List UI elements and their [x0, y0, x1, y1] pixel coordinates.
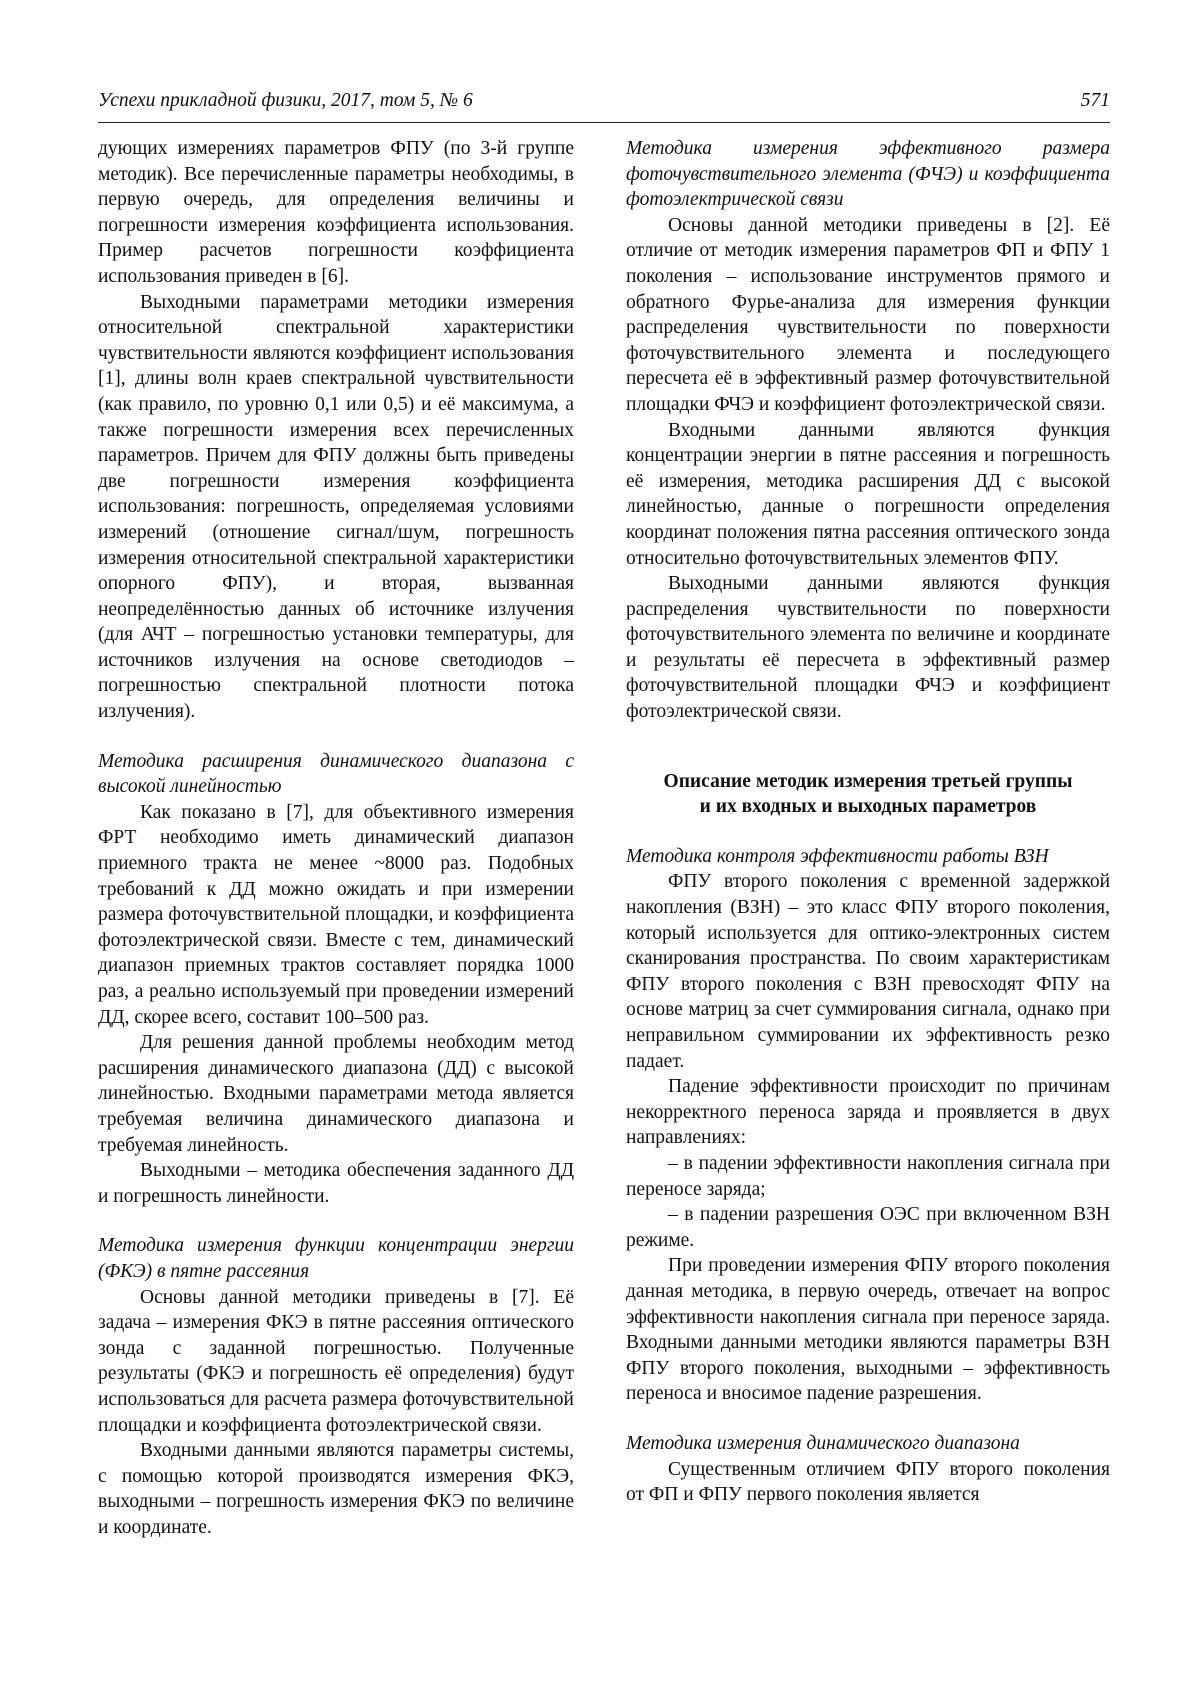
- paragraph: Выходными данными являются функция распределения чувствительности по поверхности фоточувствительного элемента по величине и координате и результаты её пересчета в эффективный размер фоточувствительной площадки ФЧЭ и коэффициент фотоэлектрической связи.: [626, 573, 1110, 723]
- subsection-heading: Методика измерения эффективного размера фоточувствительного элемента (ФЧЭ) и коэффициента фотоэлектрической связи: [626, 138, 1110, 211]
- section-title-line: и их входных и выходных параметров: [699, 796, 1037, 818]
- subsection-heading: Методика расширения динамического диапазона с высокой линейностью: [98, 750, 574, 798]
- journal-citation: Успехи прикладной физики, 2017, том 5, № 6: [98, 90, 473, 111]
- subsection-heading: Методика контроля эффективности работы ВЗН: [626, 845, 1049, 867]
- section-title-line: Описание методик измерения третьей группы: [663, 770, 1073, 792]
- paragraph: При проведении измерения ФПУ второго поколения данная методика, в первую очередь, отвечает на вопрос эффективности накопления сигнала при переносе заряда. Входными данными методики являются параметры ВЗН ФПУ второго поколения, выходными – эффективность переноса и вносимое падение разрешения.: [626, 1255, 1110, 1405]
- paragraph: Существенным отличием ФПУ второго поколения от ФП и ФПУ первого поколения является: [626, 1458, 1110, 1506]
- paragraph: Входными данными являются параметры системы, с помощью которой производятся измерения ФКЭ, выходными – погрешность измерения ФКЭ по величине и координате.: [98, 1440, 574, 1538]
- paragraph: Выходными – методика обеспечения заданного ДД и погрешность линейности.: [98, 1160, 574, 1207]
- paragraph: Как показано в [7], для объективного измерения ФРТ необходимо иметь динамический диапазон приемного тракта не менее ~8000 раз. Подобных требований к ДД можно ожидать и при измерении размера фоточувствительной площадки, и коэффициента фотоэлектрической связи. Вместе с тем, динамический диапазон приемных трактов составляет порядка 1000 раз, а реально используемый при проведении измерений ДД, скорее всего, составит 100–500 раз.: [98, 801, 574, 1028]
- paragraph: Входными данными являются функция концентрации энергии в пятне рассеяния и погрешность её измерения, методика расширения ДД с высокой линейностью, данные о погрешности определения координат положения пятна рассеяния оптического зонда относительно фоточувствительных элементов ФПУ.: [626, 419, 1110, 569]
- list-item: – в падении эффективности накопления сигнала при переносе заряда;: [626, 1152, 1110, 1200]
- paragraph: Для решения данной проблемы необходим метод расширения динамического диапазона (ДД) с высокой линейностью. Входными параметрами метода является требуемая величина динамического диапазона и требуемая линейность.: [98, 1032, 574, 1156]
- paragraph: Основы данной методики приведены в [7]. Её задача – измерения ФКЭ в пятне рассеяния оптического зонда с заданной погрешностью. Полученные результаты (ФКЭ и погрешность её определения) будут использоваться для расчета размера фоточувствительной площадки и коэффициента фотоэлектрической связи.: [98, 1286, 574, 1436]
- section-title: [626, 769, 1110, 820]
- paragraph: дующих измерениях параметров ФПУ (по 3-й группе методик). Все перечисленные параметры необходимы, в первую очередь, для определения величины и погрешности измерения коэффициента использования. Пример расчетов погрешности коэффициента использования приведен в [6].: [98, 138, 574, 287]
- paragraph: Выходными параметрами методики измерения относительной спектральной характеристики чувствительности являются коэффициент использования [1], длины волн краев спектральной чувствительности (как правило, по уровню 0,1 или 0,5) и её максимума, а также погрешности измерения всех перечисленных параметров. Причем для ФПУ должны быть приведены две погрешности измерения коэффициента использования: погрешность, определяемая условиями измерений (отношение сигнал/шум, погрешность измерения относительной спектральной характеристики опорного ФПУ), и вторая, вызванная неопределённостью данных об источнике излучения (для АЧТ – погрешностью установки температуры, для источников излучения на основе светодиодов – погрешностью спектральной плотности потока излучения).: [98, 291, 574, 723]
- running-header: [98, 86, 1110, 123]
- left-column: [98, 136, 574, 1540]
- list-item: – в падении разрешения ОЭС при включенном ВЗН режиме.: [626, 1204, 1110, 1251]
- subsection-heading: Методика измерения динамического диапазона: [626, 1432, 1020, 1454]
- paragraph: Падение эффективности происходит по причинам некорректного переноса заряда и проявляется в двух направлениях:: [626, 1076, 1110, 1149]
- right-column: [626, 136, 1110, 1508]
- subsection-heading: Методика измерения функции концентрации энергии (ФКЭ) в пятне рассеяния: [98, 1235, 574, 1282]
- page-number: 571: [1080, 90, 1110, 111]
- paragraph: ФПУ второго поколения с временной задержкой накопления (ВЗН) – это класс ФПУ второго поколения, который используется для оптико-электронных систем сканирования пространства. По своим характеристикам ФПУ второго поколения с ВЗН превосходят ФПУ на основе матриц за счет суммирования сигнала, однако при неправильном суммировании их эффективность резко падает.: [626, 871, 1110, 1072]
- paragraph: Основы данной методики приведены в [2]. Её отличие от методик измерения параметров ФП и ФПУ 1 поколения – использование инструментов прямого и обратного Фурье-анализа для измерения функции распределения чувствительности по поверхности фоточувствительного элемента и последующего пересчета её в эффективный размер фоточувствительной площадки ФЧЭ и коэффициент фотоэлектрической связи.: [626, 214, 1110, 415]
